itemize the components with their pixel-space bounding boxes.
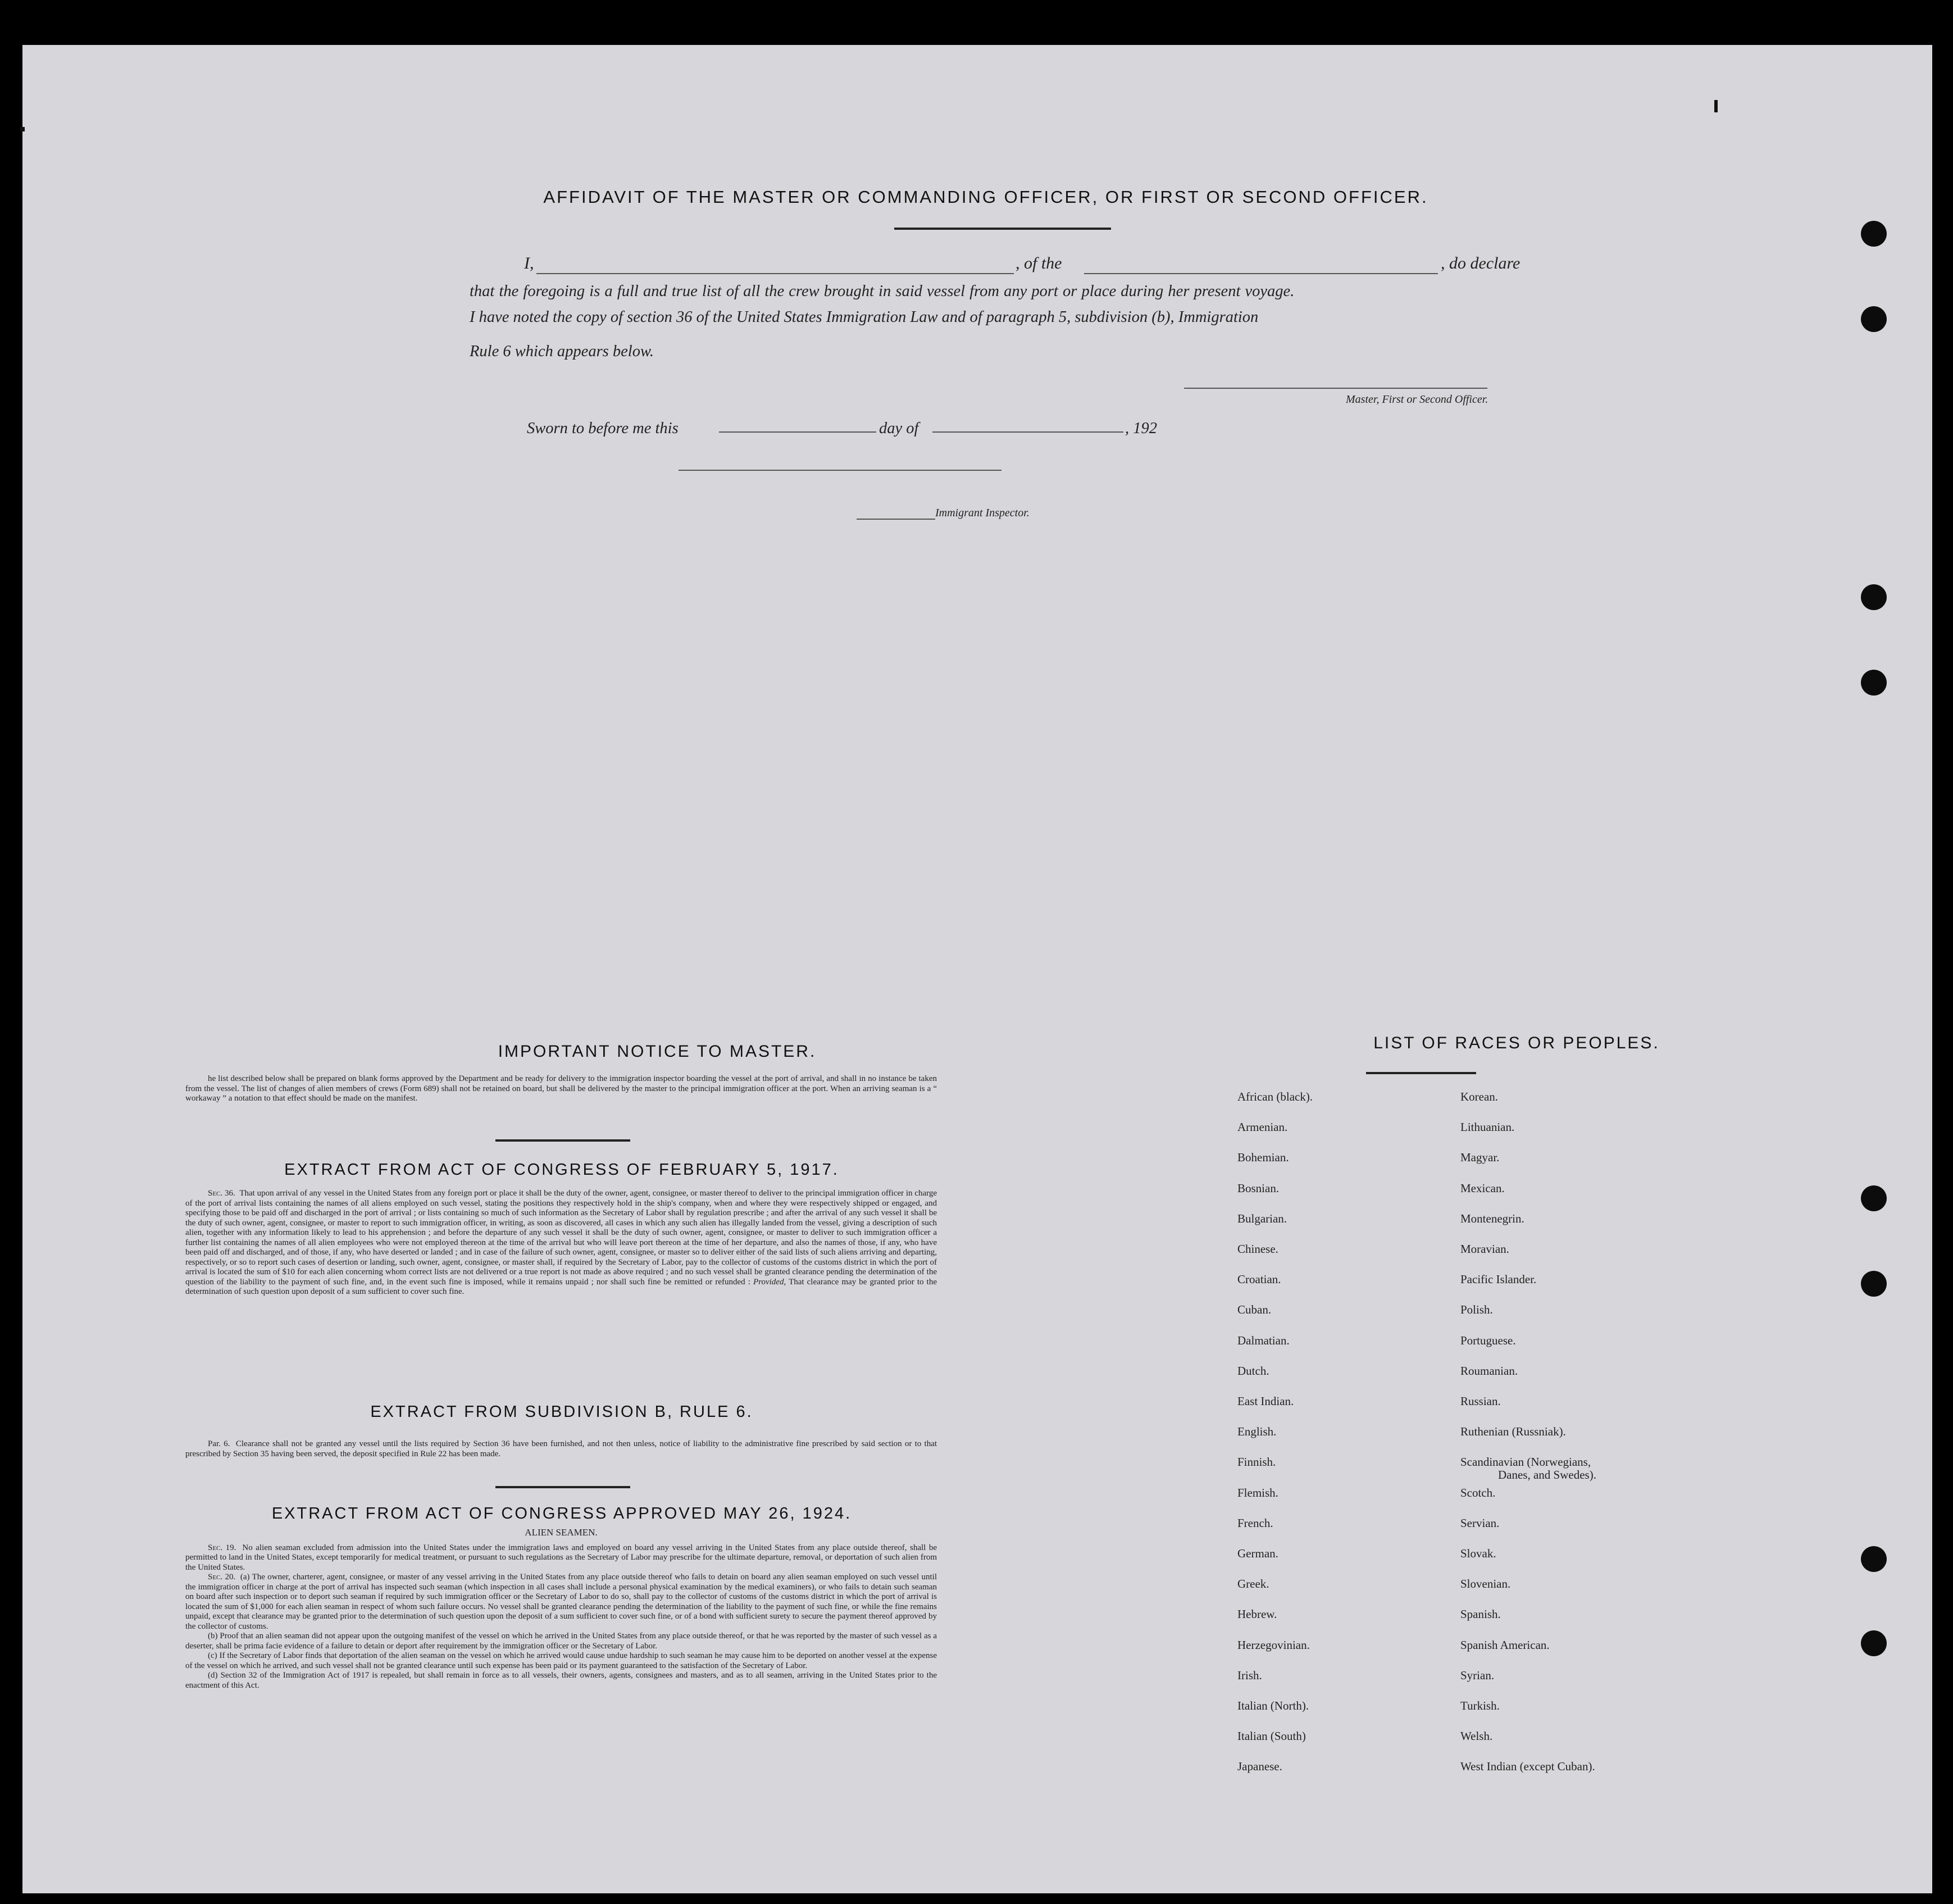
inspector-signature-line[interactable] — [679, 470, 1001, 471]
races-item: Syrian. — [1460, 1669, 1495, 1682]
extract-1917-title: EXTRACT FROM ACT OF CONGRESS OF FEBRUARY 5, 1917. — [284, 1161, 839, 1179]
races-item: Irish. — [1237, 1669, 1262, 1682]
sworn-month-line[interactable] — [932, 431, 1123, 433]
sec-36-text: That upon arrival of any vessel in the United States from any foreign port or place it shall be the duty of the owner, agent, consignee, or master thereof to deliver to the principal immigration officer in charge of the port of arrival lists containing the names of all aliens employed on such vessel, stating the positions they respectively hold in the ship's company, when and where they were respectively shipped or engaged, and specifying those to be paid off and discharged in the port of arrival ; or lists containing so much of such information as the Secretary of Labor shall by regulation prescribe ; and after the arrival of any such vessel it shall be the duty of such owner, agent, consignee, or master to report to such immigration officer, in writing, as soon as discovered, all cases in which any such alien has illegally landed from the vessel, giving a description of such alien, together with any information likely to lead to his apprehension ; and before the departure of any such vessel it shall be the duty of such owner, agent, consignee, or master to deliver to such immigration officer a further list containing the names of all alien employees who were not employed thereon at the time of the arrival but who will leave port thereon at the time of her departure, and also the names of those, if any, who have been paid off and discharged, and of those, if any, who have deserted or landed ; and in case of the failure of such owner, agent, consignee, or master so to deliver either of the said lists of such aliens arriving and departing, respectively, or so to report such cases of desertion or landing, such owner, agent, consignee, or master shall, if required by the Secretary of Labor, pay to the collector of customs of the customs district in which the port of arrival is located the sum of $10 for each alien concerning whom correct lists are not delivered or a true report is not made as above required ; and no such vessel shall be granted clearance pending the determination of the question of the liability to the payment of such fine, and, in the event such fine is imposed, while it remains unpaid ; nor shall such fine be remitted or refunded : — [185, 1189, 937, 1287]
races-item: Herzegovinian. — [1237, 1638, 1310, 1652]
races-item: Flemish. — [1237, 1486, 1278, 1499]
master-signature-caption: Master, First or Second Officer. — [1346, 393, 1488, 406]
punch-hole — [1861, 584, 1887, 610]
races-item: Finnish. — [1237, 1455, 1276, 1469]
races-item: Cuban. — [1237, 1303, 1272, 1316]
punch-hole — [1861, 221, 1887, 247]
races-item: Spanish. — [1460, 1607, 1501, 1621]
races-item: English. — [1237, 1425, 1277, 1438]
races-item: Dutch. — [1237, 1364, 1269, 1378]
section-rule — [495, 1139, 630, 1142]
declarant-label: I, — [524, 254, 534, 272]
sec-36-label: Sec. 36. — [208, 1189, 235, 1198]
sworn-label: Sworn to before me this — [527, 420, 679, 437]
races-item: Bohemian. — [1237, 1151, 1289, 1164]
notice-body — [185, 1074, 937, 1104]
extract-rule6-body — [185, 1439, 937, 1459]
affidavit-title: AFFIDAVIT OF THE MASTER OR COMMANDING OFFICER, OR FIRST OR SECOND OFFICER. — [543, 187, 1428, 207]
races-item: Croatian. — [1237, 1273, 1281, 1286]
punch-hole — [1861, 670, 1887, 696]
punch-hole — [1861, 1546, 1887, 1572]
races-item: Russian. — [1460, 1394, 1501, 1408]
races-item: Slovenian. — [1460, 1577, 1511, 1591]
extract-1924-title: EXTRACT FROM ACT OF CONGRESS APPROVED MAY 26, 1924. — [271, 1505, 852, 1523]
races-item: Mexican. — [1460, 1182, 1505, 1195]
races-item: Polish. — [1460, 1303, 1493, 1316]
races-item: Spanish American. — [1460, 1638, 1550, 1652]
races-item: Ruthenian (Russniak). — [1460, 1425, 1566, 1438]
races-item: Japanese. — [1237, 1760, 1282, 1773]
sec-20-text: (a) The owner, charterer, agent, consignee, or master of any vessel arriving in the United States from any place outside thereof who fails to detain on board any alien seaman employed on such vessel until the immigration officer in charge at the port of arrival has inspected such seaman (which inspection in all cases shall include a personal physical examination by the medical examiners), or who fails to detain such seaman on board after such inspection or to deport such seaman if required by such immigration officer or the Secretary of Labor to do so, shall pay to the collector of customs of the customs district in which the port of arrival is located the sum of $1,000 for each alien seaman in respect of whom such failure occurs. No vessel shall be granted clearance pending the determination of the liability to the payment of such fine, or while the fine remains unpaid, except that clearance may be granted prior to the determination of such question upon the deposit of a sum sufficient to cover such fine, or of a bond with sufficient surety to secure the payment thereof approved by the collector of customs. — [185, 1573, 937, 1631]
extract-rule6-title: EXTRACT FROM SUBDIVISION B, RULE 6. — [370, 1403, 753, 1421]
section-rule — [495, 1486, 630, 1488]
declarant-name-line[interactable] — [536, 273, 1014, 274]
day-of-label: day of — [879, 420, 919, 437]
title-rule — [894, 228, 1111, 230]
sec-20-b-text: (b) Proof that an alien seaman did not appear upon the outgoing manifest of the vessel on which he arrived in the United States from any place outside thereof, or that he was reported by the master of such vessel as a deserter, shall be prima facie evidence of a failure to detain or deport after requirement by the immigration officer or the Secretary of Labor. — [185, 1632, 937, 1651]
races-item: Servian. — [1460, 1516, 1500, 1530]
par-6-text: Clearance shall not be granted any vessel until the lists required by Section 36 have been furnished, and not then unless, notice of liability to the administrative fine prescribed by said section or to that prescribed by Section 35 having been served, the deposit specified in Rule 22 has been made. — [185, 1439, 937, 1458]
alien-seamen-subtitle: ALIEN SEAMEN. — [525, 1527, 598, 1538]
races-item: Greek. — [1237, 1577, 1269, 1591]
races-title: LIST OF RACES OR PEOPLES. — [1373, 1034, 1660, 1052]
races-item: Italian (South) — [1237, 1729, 1306, 1743]
races-item: Portuguese. — [1460, 1334, 1516, 1347]
affidavit-line-3: I have noted the copy of section 36 of the United States Immigration Law and of paragraph 5, subdivision (b), Immigration — [470, 308, 1259, 326]
vessel-name-line[interactable] — [1084, 273, 1438, 274]
races-item: Pacific Islander. — [1460, 1273, 1537, 1286]
scan-mark — [1714, 100, 1718, 112]
races-item: West Indian (except Cuban). — [1460, 1760, 1595, 1773]
races-item: Slovak. — [1460, 1547, 1496, 1560]
races-item: Armenian. — [1237, 1120, 1288, 1134]
sec-20-d-text: (d) Section 32 of the Immigration Act of 1917 is repealed, but shall remain in force as to all vessels, their owners, agents, consignees and masters, and as to all seamen, arriving in the United States prior to the enactment of this Act. — [185, 1671, 937, 1690]
punch-hole — [1861, 306, 1887, 332]
races-item: Welsh. — [1460, 1729, 1493, 1743]
races-item: Italian (North). — [1237, 1699, 1309, 1712]
extract-1917-body — [185, 1189, 937, 1297]
inspector-prefix-line[interactable] — [857, 519, 935, 520]
races-item: Montenegrin. — [1460, 1212, 1524, 1225]
races-item: African (black). — [1237, 1090, 1313, 1103]
races-item: Hebrew. — [1237, 1607, 1277, 1621]
races-item: Roumanian. — [1460, 1364, 1518, 1378]
master-signature-line[interactable] — [1184, 388, 1487, 389]
races-item: Moravian. — [1460, 1242, 1509, 1256]
year-label: , 192 — [1125, 420, 1157, 437]
inspector-caption: Immigrant Inspector. — [935, 507, 1030, 519]
races-item: Magyar. — [1460, 1151, 1500, 1164]
do-declare-label: , do declare — [1441, 254, 1520, 272]
par-6-label: Par. 6. — [208, 1439, 230, 1448]
races-item-continuation: Danes, and Swedes). — [1498, 1468, 1596, 1482]
affidavit-line-2: that the foregoing is a full and true list of all the crew brought in said vessel from any port or place during her present voyage. — [470, 283, 1295, 300]
affidavit-line-4: Rule 6 which appears below. — [470, 343, 654, 360]
races-item: Bulgarian. — [1237, 1212, 1287, 1225]
proviso-text: That clearance may be granted prior to the determination of such question upon deposit of a sum sufficient to cover such fine. — [185, 1277, 937, 1296]
races-item: Lithuanian. — [1460, 1120, 1515, 1134]
sec-20-c-text: (c) If the Secretary of Labor finds that deportation of the alien seaman on the vessel on which he arrived would cause undue hardship to such seaman he may cause him to be deported on another vessel at the expense of the vessel on which he arrived, and such vessel shall not be granted clearance until such expense has been paid or its payment guaranteed to the satisfaction of the Secretary of Labor. — [185, 1651, 937, 1670]
races-item: German. — [1237, 1547, 1278, 1560]
punch-hole — [1861, 1185, 1887, 1211]
scan-mark — [20, 127, 25, 131]
races-item: Scandinavian (Norwegians, — [1460, 1455, 1591, 1469]
of-the-label: , of the — [1016, 254, 1062, 272]
sec-19-label: Sec. 19. — [208, 1543, 236, 1552]
races-item: French. — [1237, 1516, 1273, 1530]
races-item: Dalmatian. — [1237, 1334, 1290, 1347]
races-rule — [1366, 1072, 1476, 1074]
sec-20-label: Sec. 20. — [208, 1573, 236, 1582]
races-item: Bosnian. — [1237, 1182, 1280, 1195]
races-item: East Indian. — [1237, 1394, 1294, 1408]
races-item: Chinese. — [1237, 1242, 1278, 1256]
sec-19-text: No alien seaman excluded from admission into the United States under the immigration laws and employed on board any vessel arriving in the United States from any place outside thereof, shall be permitted to land in the United States, except temporarily for medical treatment, or pursuant to such regulations as the Secretary of Labor may prescribe for the ultimate departure, removal, or deportation of such alien from the United States. — [185, 1543, 937, 1572]
notice-text: he list described below shall be prepared on blank forms approved by the Department and be ready for delivery to the immigration inspector boarding the vessel at the port of arrival, and shall in no instance be taken from the vessel. The list of changes of alien members of crews (Form 689) shall not be retained on board, but shall be delivered by the master to the principal immigration officer at the port. When an arriving seaman is a “ workaway ” a notation to that effect should be made on the manifest. — [185, 1074, 937, 1103]
races-item: Korean. — [1460, 1090, 1499, 1103]
proviso-label: Provided, — [753, 1277, 786, 1287]
notice-title: IMPORTANT NOTICE TO MASTER. — [498, 1042, 817, 1061]
extract-1924-body — [185, 1528, 937, 1691]
punch-hole — [1861, 1630, 1887, 1656]
races-item: Turkish. — [1460, 1699, 1500, 1712]
punch-hole — [1861, 1271, 1887, 1297]
races-item: Scotch. — [1460, 1486, 1496, 1499]
sworn-day-line[interactable] — [719, 431, 876, 433]
